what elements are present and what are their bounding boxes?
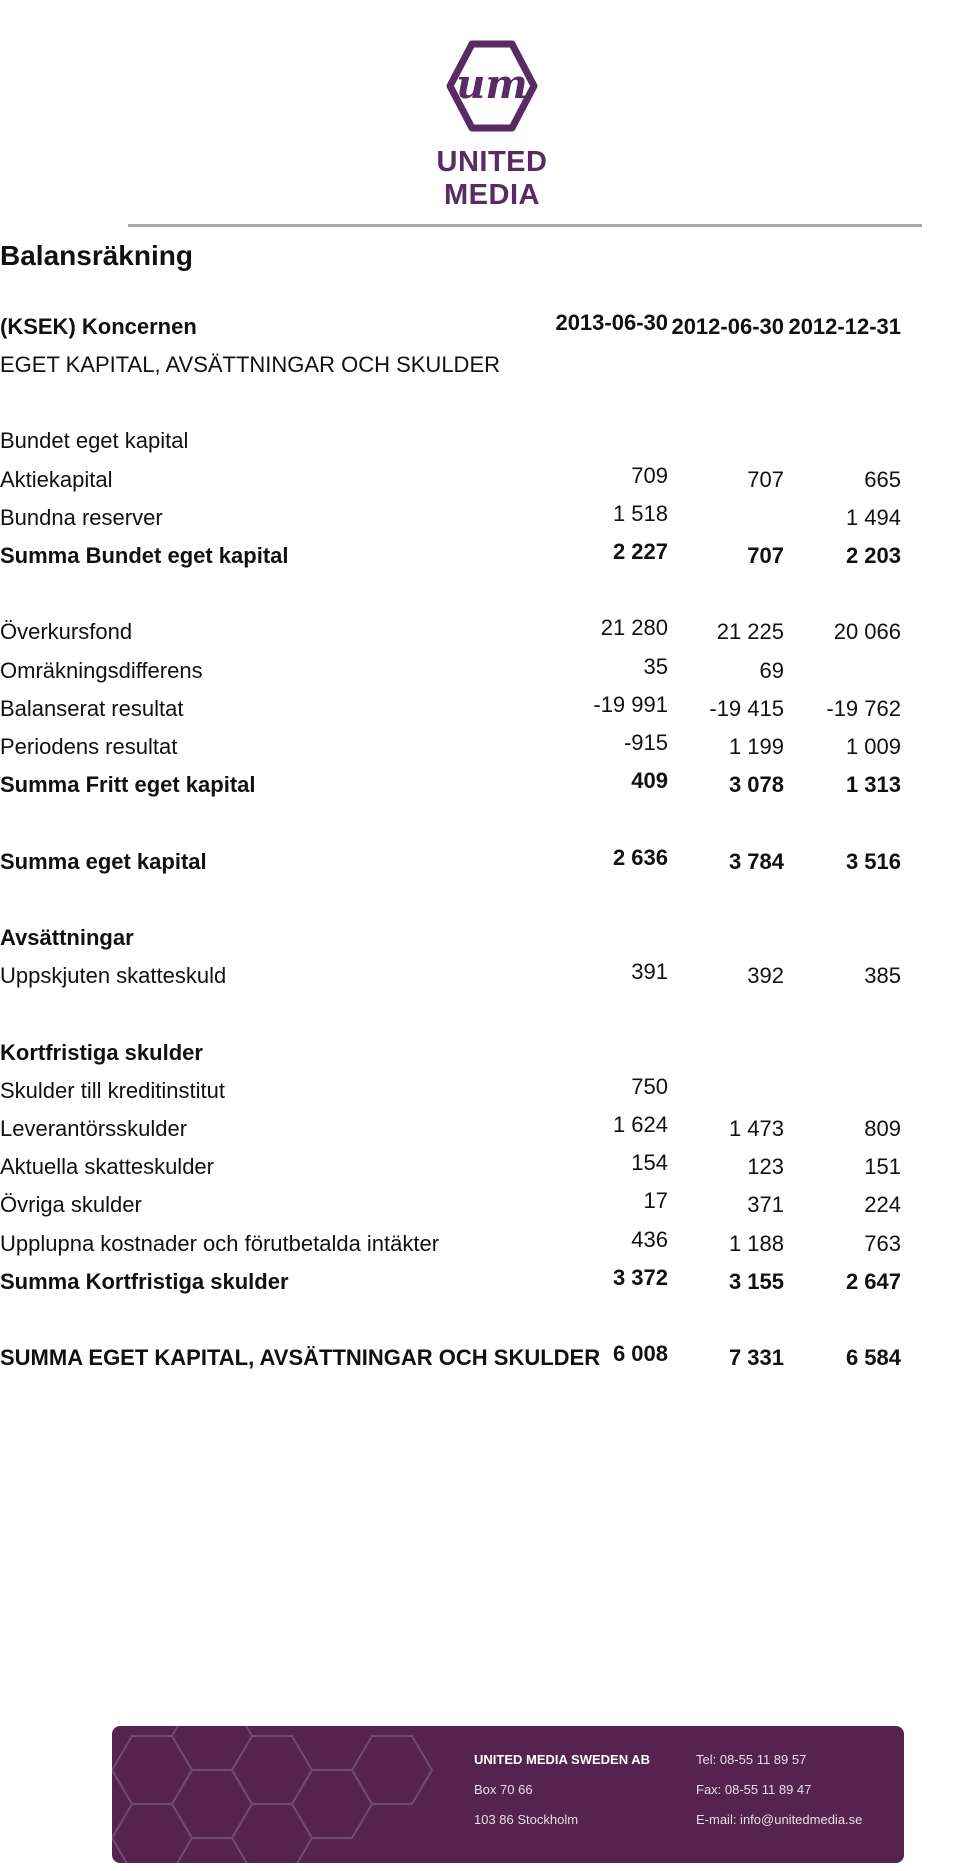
spacer-row [0,804,920,842]
table-row [0,690,920,728]
row-value-col3: 224 [864,1192,901,1218]
footer-phone: Tel: 08-55 11 89 57 [696,1752,807,1767]
row-label: Summa eget kapital [0,848,207,874]
table-row [0,422,920,460]
company-logo [408,38,576,211]
footer-company: UNITED MEDIA SWEDEN AB [474,1752,650,1767]
row-label: Omräkningsdifferens [0,657,203,683]
row-value-col1: 6 008 [612,1341,668,1367]
table-row [0,1072,920,1110]
row-value-col1: -915 [623,730,668,755]
table-row [0,728,920,766]
row-value-col1: 35 [643,653,668,679]
row-value-col2: 707 [747,466,784,492]
table-row [0,766,920,804]
row-value-col3: 3 516 [845,848,901,874]
spacer-row [0,575,920,613]
table-row [0,1034,920,1072]
row-value-col3: 20 066 [833,619,901,645]
row-value-col1: 2 227 [612,539,668,564]
row-label: Aktiekapital [0,466,113,492]
spacer-row [0,384,920,422]
row-value-col3: 2 647 [845,1268,901,1294]
row-value-col2: 21 225 [716,619,784,645]
row-value-col1: 709 [631,462,668,488]
row-value-col1: 21 280 [600,615,668,641]
row-value-col3: 385 [864,963,901,989]
header-divider [128,224,922,227]
row-value-col3: 665 [864,466,901,492]
row-value-col2: 392 [747,963,784,989]
row-value-col1: 1 624 [612,1112,668,1137]
page-title: Balansräkning [0,240,193,271]
row-value-col3: 1 009 [845,734,901,759]
table-header-row [0,308,920,346]
table-row [0,499,920,537]
row-value-col2: 69 [759,657,784,683]
row-value-col2: 707 [747,543,784,568]
table-row [0,652,920,690]
row-value-col2: 1 188 [728,1230,784,1256]
row-label: Överkursfond [0,619,133,645]
row-label: Aktuella skatteskulder [0,1154,214,1180]
footer-fax: Fax: 08-55 11 89 47 [696,1782,812,1797]
row-value-col3: 1 313 [845,772,901,798]
row-label: Kortfristiga skulder [0,1039,203,1065]
table-row [0,919,920,957]
footer-address-1: Box 70 66 [474,1782,533,1797]
row-value-col3: -19 762 [826,695,901,721]
row-value-col3: 763 [864,1230,901,1256]
table-row [0,1225,920,1263]
table-row [0,843,920,881]
table-row [0,1339,920,1377]
table-row [0,1148,920,1186]
footer-banner [112,1726,904,1863]
row-value-col2: 371 [747,1192,784,1218]
row-label: SUMMA EGET KAPITAL, AVSÄTTNINGAR OCH SKULDER [0,1345,601,1371]
row-value-col2: 7 331 [728,1345,784,1371]
row-value-col3: 1 494 [845,504,901,530]
row-label: Periodens resultat [0,734,178,759]
column-header-2013-06-30: 2013-06-30 [555,310,668,335]
row-value-col2: 3 078 [728,772,784,798]
table-row [0,537,920,575]
row-label: Leverantörsskulder [0,1116,188,1141]
logo-name: UNITED MEDIA [436,146,548,211]
spacer-row [0,995,920,1033]
row-value-col1: 17 [643,1188,668,1214]
spacer-row [0,881,920,919]
row-value-col1: 409 [631,768,668,794]
row-label: EGET KAPITAL, AVSÄTTNINGAR OCH SKULDER [0,352,501,377]
row-value-col1: 436 [631,1226,668,1252]
logo-mark: um [456,61,528,108]
row-label: Summa Kortfristiga skulder [0,1268,289,1294]
row-value-col1: 750 [631,1073,668,1099]
row-value-col1: -19 991 [593,691,668,717]
table-row [0,461,920,499]
row-label: Övriga skulder [0,1192,142,1218]
row-value-col2: 1 199 [728,734,784,759]
row-label: Upplupna kostnader och förutbetalda intäkter [0,1230,440,1256]
row-value-col3: 151 [864,1154,901,1180]
row-value-col2: 3 784 [728,848,784,874]
header-label: (KSEK) Koncernen [0,314,197,339]
row-label: Skulder till kreditinstitut [0,1077,225,1103]
table-row [0,1263,920,1301]
row-value-col1: 3 372 [612,1264,668,1290]
row-value-col3: 809 [864,1116,901,1141]
row-value-col3: 6 584 [845,1345,901,1371]
table-row [0,957,920,995]
table-row [0,1186,920,1224]
row-value-col2: 123 [747,1154,784,1180]
row-label: Summa Bundet eget kapital [0,543,289,568]
row-value-col2: -19 415 [709,695,784,721]
row-label: Avsättningar [0,925,134,950]
row-value-col1: 154 [631,1150,668,1176]
table-row [0,346,920,384]
row-value-col2: 1 473 [728,1116,784,1141]
row-value-col1: 1 518 [612,500,668,526]
row-label: Uppskjuten skatteskuld [0,963,227,989]
um-hexagon-logo-icon [442,38,542,134]
column-header-2012-06-30: 2012-06-30 [671,314,784,339]
hexagon-pattern-icon [112,1726,472,1863]
row-label: Balanserat resultat [0,695,184,721]
spacer-row [0,1301,920,1339]
footer-address-2: 103 86 Stockholm [474,1812,579,1827]
row-label: Summa Fritt eget kapital [0,772,256,798]
row-value-col3: 2 203 [845,543,901,568]
column-header-2012-12-31: 2012-12-31 [788,314,901,339]
row-value-col2: 3 155 [728,1268,784,1294]
footer-email[interactable]: E-mail: info@unitedmedia.se [696,1812,863,1827]
table-row [0,1110,920,1148]
row-value-col1: 2 636 [612,844,668,870]
row-label: Bundna reserver [0,504,163,530]
table-row [0,613,920,651]
row-label: Bundet eget kapital [0,428,189,454]
row-value-col1: 391 [631,959,668,985]
